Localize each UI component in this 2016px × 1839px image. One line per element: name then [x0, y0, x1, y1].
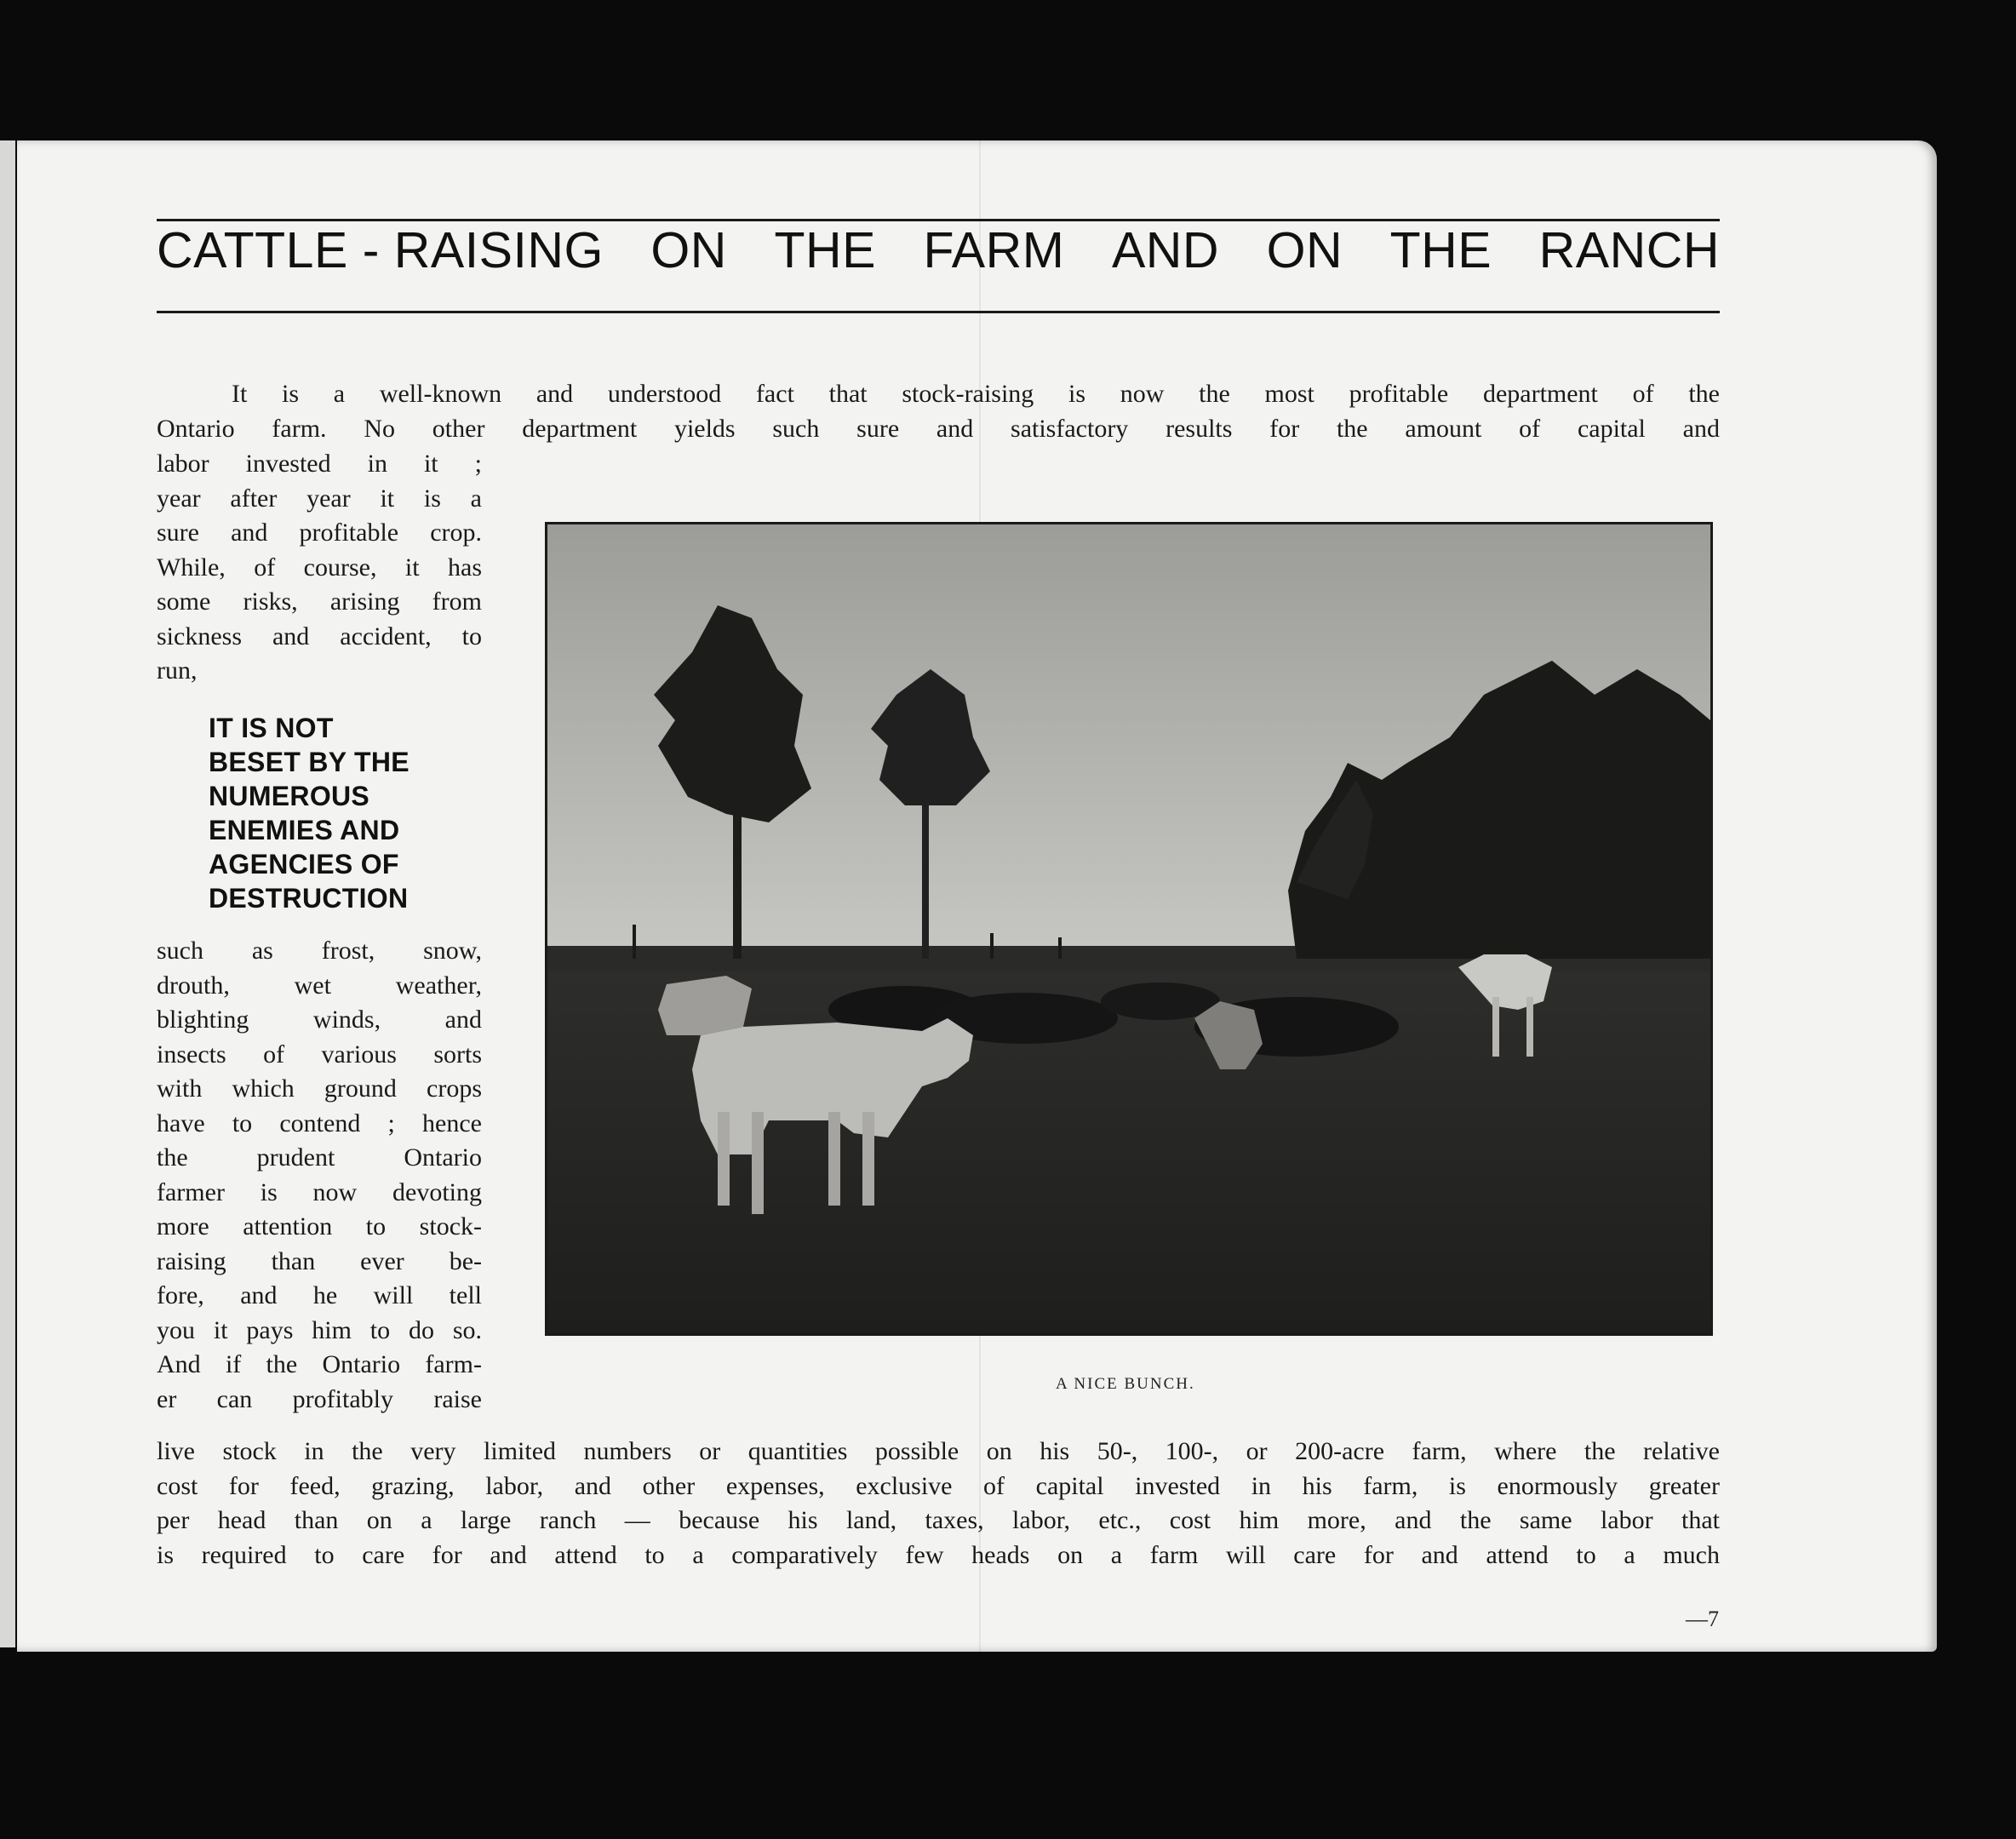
column-line: such as frost, snow, [157, 937, 482, 965]
title-word: CATTLE - RAISING [157, 222, 604, 278]
intro-line: It is a well-known and understood fact that stock-raising is now the most profitable department of the [232, 380, 1720, 408]
photo-illustration [547, 524, 1710, 1333]
title-word: ON [650, 222, 727, 278]
column-line: labor invested in it ; [157, 450, 482, 478]
title-word: THE [1389, 222, 1492, 278]
column-line: sickness and accident, to [157, 622, 482, 650]
column-line: sure and profitable crop. [157, 518, 482, 547]
column-line: fore, and he will tell [157, 1281, 482, 1309]
title-rule-bottom [157, 311, 1720, 313]
photo-caption: A NICE BUNCH. [1056, 1375, 1195, 1393]
title-word: THE [774, 222, 876, 278]
page-title [157, 222, 1720, 278]
body-line: live stock in the very limited numbers or quantities possible on his 50-, 100-, or 200-acre farm, where the relative [157, 1437, 1720, 1465]
column-line: some risks, arising from [157, 587, 482, 616]
callout-line: BESET BY THE [209, 747, 410, 777]
column-line: the prudent Ontario [157, 1143, 482, 1172]
callout-heading [209, 711, 464, 915]
column-line: more attention to stock- [157, 1212, 482, 1240]
title-word: RANCH [1538, 222, 1720, 278]
column-line: with which ground crops [157, 1074, 482, 1103]
column-line: farmer is now devoting [157, 1177, 482, 1206]
column-line: While, of course, it has [157, 553, 482, 581]
title-word: AND [1111, 222, 1220, 278]
callout-line: IT IS NOT [209, 713, 334, 743]
callout-line: NUMEROUS [209, 781, 370, 811]
body-line: cost for feed, grazing, labor, and other expenses, exclusive of capital invested in his farm, is enormously greater [157, 1471, 1720, 1500]
bottom-paragraph [157, 1435, 1720, 1573]
column-line: run, [157, 656, 198, 685]
body-line: per head than on a large ranch — because his land, taxes, labor, etc., cost him more, and the same labor that [157, 1506, 1720, 1534]
cattle-photograph [545, 522, 1713, 1336]
callout-line: ENEMIES AND [209, 815, 400, 845]
left-column-bottom [157, 934, 482, 1417]
book-page [17, 140, 1937, 1652]
column-line: blighting winds, and [157, 1005, 482, 1034]
column-line: year after year it is a [157, 484, 482, 513]
callout-line: DESTRUCTION [209, 883, 409, 914]
intro-paragraph [157, 377, 1720, 446]
title-word: ON [1266, 222, 1343, 278]
column-line: insects of various sorts [157, 1040, 482, 1068]
binding-edge [0, 140, 15, 1647]
body-line: is required to care for and attend to a comparatively few heads on a farm will care for and attend to a much [157, 1540, 1720, 1569]
left-column-top [157, 447, 482, 689]
title-rule-top [157, 219, 1720, 221]
column-line: er can profitably raise [157, 1384, 482, 1413]
callout-line: AGENCIES OF [209, 849, 399, 879]
column-line: And if the Ontario farm- [157, 1350, 482, 1378]
column-line: you it pays him to do so. [157, 1315, 482, 1344]
column-line: have to contend ; hence [157, 1109, 482, 1137]
intro-line: Ontario farm. No other department yields such sure and satisfactory results for the amount of capital and [157, 414, 1720, 443]
column-line: raising than ever be- [157, 1246, 482, 1275]
column-line: drouth, wet weather, [157, 971, 482, 1000]
title-word: FARM [923, 222, 1065, 278]
page-number: —7 [1686, 1607, 1719, 1631]
